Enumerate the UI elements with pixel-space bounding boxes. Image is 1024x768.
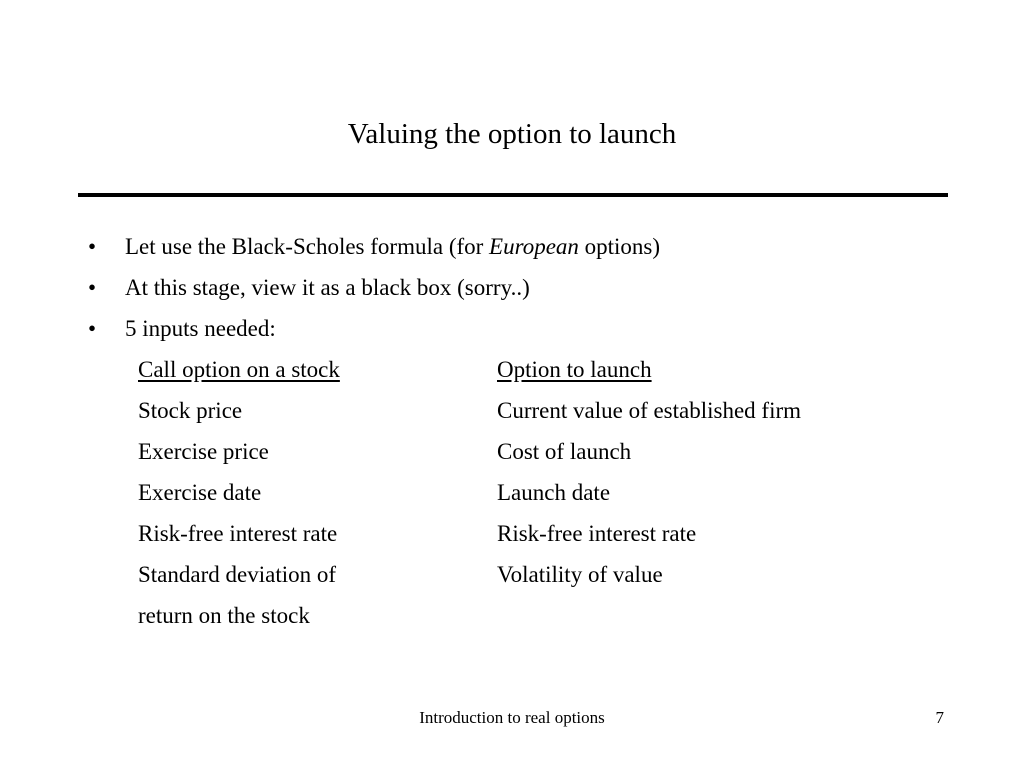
- cell-call-option: Risk-free interest rate: [138, 521, 338, 546]
- cell-call-option: Stock price: [138, 398, 243, 423]
- comparison-table: [138, 349, 801, 636]
- table-row: [138, 390, 801, 431]
- slide-title: Valuing the option to launch: [347, 118, 677, 150]
- header-call-option: Call option on a stock: [138, 357, 340, 382]
- cell-option-to-launch: Volatility of value: [497, 562, 663, 587]
- bullet-icon: •: [88, 275, 97, 300]
- bullet-list: [88, 226, 660, 349]
- cell-call-option: Exercise price: [138, 439, 269, 464]
- page-number: 7: [935, 708, 944, 727]
- table-row: [138, 513, 801, 554]
- table-row: [138, 431, 801, 472]
- cell-option-to-launch: Risk-free interest rate: [497, 521, 697, 546]
- slide-footer: Introduction to real options: [419, 708, 605, 727]
- cell-call-option: Exercise date: [138, 480, 262, 505]
- cell-call-option: Standard deviation of: [138, 562, 337, 587]
- bullet-icon: •: [88, 234, 97, 259]
- bullet-item-black-scholes: [88, 226, 660, 267]
- title-divider: [78, 193, 948, 197]
- bullet-item-black-box: [88, 267, 660, 308]
- bullet-item-inputs: [88, 308, 660, 349]
- cell-option-to-launch: [497, 595, 801, 636]
- cell-option-to-launch: Current value of established firm: [497, 398, 802, 423]
- bullet-text: At this stage, view it as a black box (sorry..): [125, 275, 530, 300]
- cell-option-to-launch: Launch date: [497, 480, 611, 505]
- table-header-row: [138, 349, 801, 390]
- table-row: [138, 595, 801, 636]
- bullet-text: 5 inputs needed:: [125, 316, 276, 341]
- header-option-to-launch: Option to launch: [497, 357, 652, 382]
- bullet-emphasis: European: [489, 234, 579, 259]
- bullet-text: Let use the Black-Scholes formula (for: [125, 234, 490, 259]
- table-row: [138, 472, 801, 513]
- bullet-icon: •: [88, 316, 97, 341]
- table-row: [138, 554, 801, 595]
- cell-option-to-launch: Cost of launch: [497, 439, 632, 464]
- cell-call-option: return on the stock: [138, 603, 310, 628]
- bullet-text-end: options): [578, 234, 661, 259]
